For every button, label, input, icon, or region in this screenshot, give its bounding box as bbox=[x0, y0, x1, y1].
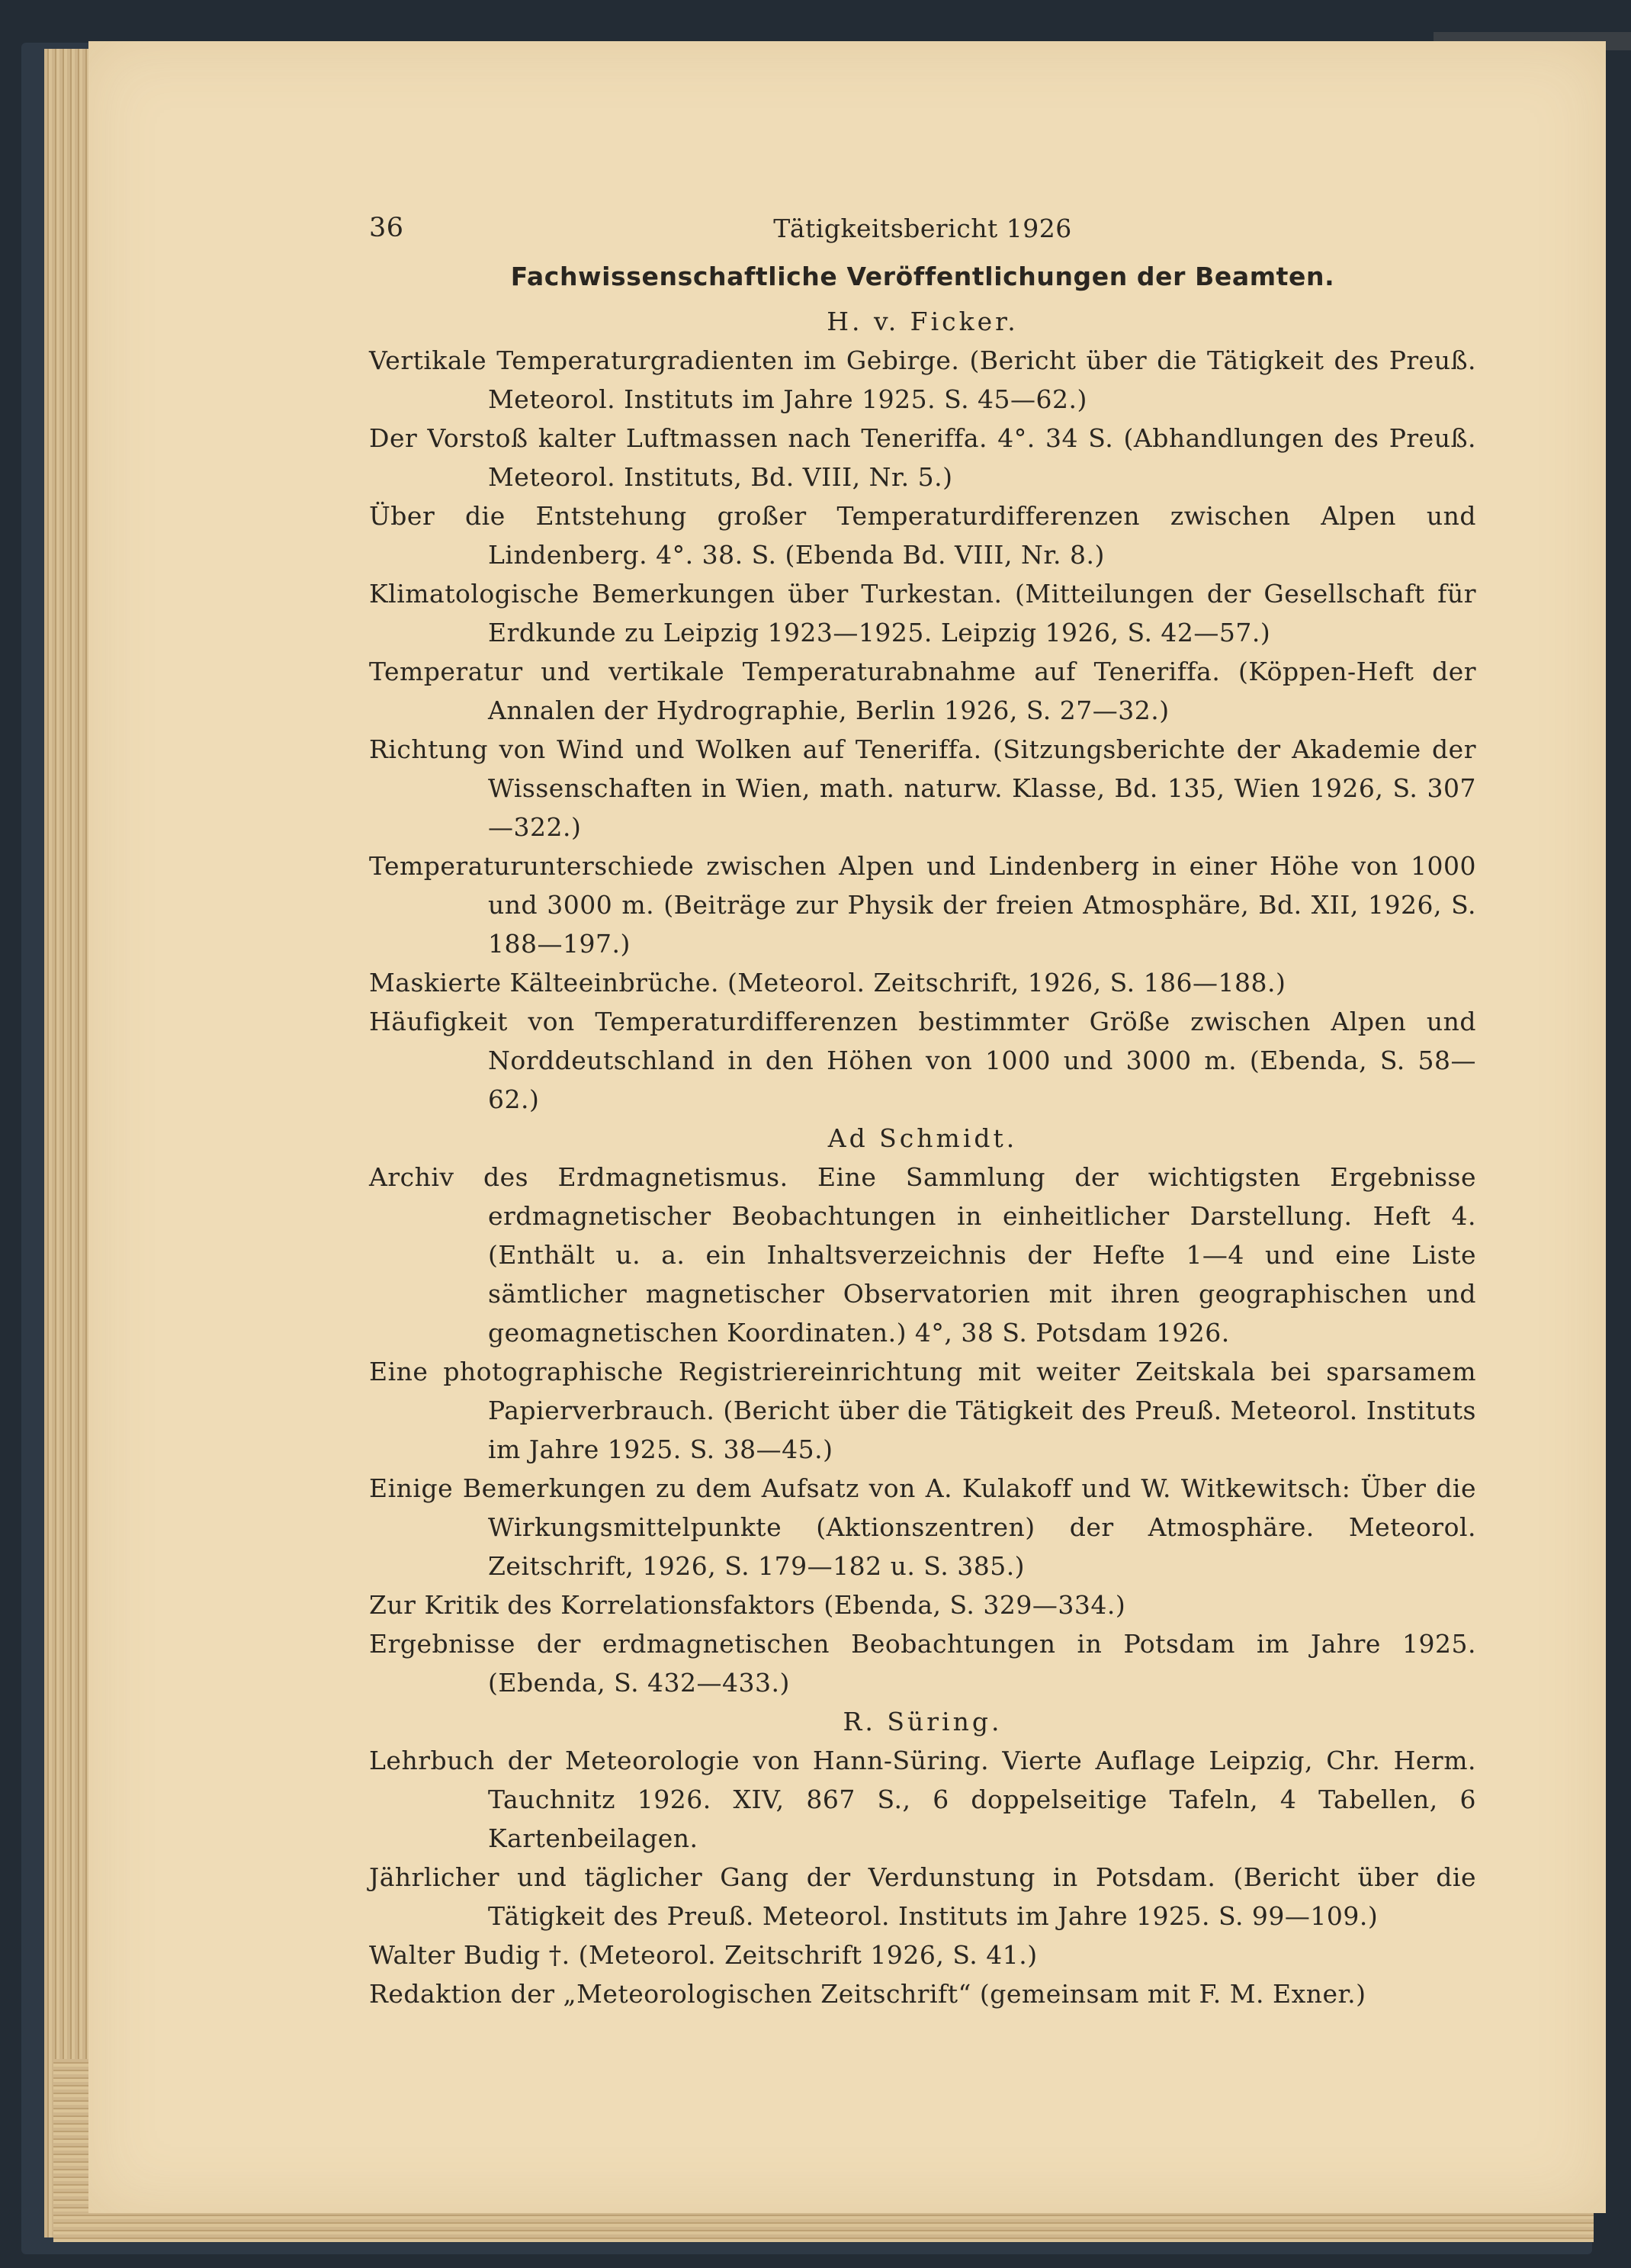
publication-entry: Einige Bemerkungen zu dem Aufsatz von A. Kulakoff und W. Witkewitsch: Über die Wirkungsmittelpunkte (Aktionszentren) der Atmosphäre. Meteorol. Zeitschrift, 1926, S. 179—182 u. S. 385.) bbox=[369, 1473, 1476, 1581]
publication-entry: Über die Entstehung großer Temperaturdifferenzen zwischen Alpen und Lindenberg. 4°. 38. S. (Ebenda Bd. VIII, Nr. 8.) bbox=[369, 501, 1476, 570]
publication-entry: Häufigkeit von Temperaturdifferenzen bestimmter Größe zwischen Alpen und Norddeutschland in den Höhen von 1000 und 3000 m. (Ebenda, S. 58—62.) bbox=[369, 1007, 1476, 1114]
section-title: Fachwissenschaftliche Veröffentlichungen der Beamten. bbox=[510, 262, 1335, 291]
publication-entry: Zur Kritik des Korrelationsfaktors (Ebenda, S. 329—334.) bbox=[369, 1590, 1126, 1620]
author-block-schmidt bbox=[369, 1119, 1476, 1702]
author-block-ficker bbox=[369, 302, 1476, 1119]
publication-entry: Eine photographische Registriereinrichtung mit weiter Zeitskala bei sparsamem Papierverbrauch. (Bericht über die Tätigkeit des Preuß. Meteorol. Instituts im Jahre 1925. S. 38—45.) bbox=[369, 1357, 1476, 1464]
author-name: Ad Schmidt. bbox=[827, 1123, 1018, 1153]
page-number: 36 bbox=[369, 213, 404, 243]
author-block-suering bbox=[369, 1702, 1476, 2013]
publication-entry: Jährlicher und täglicher Gang der Verdunstung in Potsdam. (Bericht über die Tätigkeit des Preuß. Meteorol. Instituts im Jahre 1925. S. 99—109.) bbox=[369, 1862, 1476, 1931]
publication-entry: Vertikale Temperaturgradienten im Gebirge. (Bericht über die Tätigkeit des Preuß. Meteorol. Instituts im Jahre 1925. S. 45—62.) bbox=[369, 345, 1476, 414]
publication-entry: Richtung von Wind und Wolken auf Teneriffa. (Sitzungsberichte der Akademie der Wissenschaften in Wien, math. naturw. Klasse, Bd. 135, Wien 1926, S. 307—322.) bbox=[369, 734, 1476, 842]
publication-entry: Klimatologische Bemerkungen über Turkestan. (Mitteilungen der Gesellschaft für Erdkunde zu Leipzig 1923—1925. Leipzig 1926, S. 42—57.) bbox=[369, 579, 1476, 647]
publication-entry: Temperatur und vertikale Temperaturabnahme auf Teneriffa. (Köppen-Heft der Annalen der Hydrographie, Berlin 1926, S. 27—32.) bbox=[369, 657, 1476, 725]
page-content bbox=[369, 209, 1476, 2013]
publication-entry: Redaktion der „Meteorologischen Zeitschrift“ (gemeinsam mit F. M. Exner.) bbox=[369, 1979, 1366, 2009]
page-edges bbox=[44, 49, 92, 2237]
publication-entry: Ergebnisse der erdmagnetischen Beobachtungen in Potsdam im Jahre 1925. (Ebenda, S. 432—433.) bbox=[369, 1629, 1476, 1698]
publication-entry: Der Vorstoß kalter Luftmassen nach Teneriffa. 4°. 34 S. (Abhandlungen des Preuß. Meteorol. Instituts, Bd. VIII, Nr. 5.) bbox=[369, 423, 1476, 492]
author-name: R. Süring. bbox=[843, 1707, 1003, 1736]
running-title: Tätigkeitsbericht 1926 bbox=[773, 214, 1072, 243]
author-name: H. v. Ficker. bbox=[827, 307, 1019, 336]
running-head bbox=[369, 209, 1476, 255]
publication-entry: Maskierte Kälteeinbrüche. (Meteorol. Zeitschrift, 1926, S. 186—188.) bbox=[369, 968, 1286, 997]
publication-entry: Walter Budig †. (Meteorol. Zeitschrift 1926, S. 41.) bbox=[369, 1940, 1038, 1970]
publication-entry: Temperaturunterschiede zwischen Alpen und Lindenberg in einer Höhe von 1000 und 3000 m. (Beiträge zur Physik der freien Atmosphäre, Bd. XII, 1926, S. 188—197.) bbox=[369, 851, 1476, 959]
publication-entry: Lehrbuch der Meteorologie von Hann-Süring. Vierte Auflage Leipzig, Chr. Herm. Tauchnitz 1926. XIV, 867 S., 6 doppelseitige Tafeln, 4 Tabellen, 6 Kartenbeilagen. bbox=[369, 1746, 1476, 1853]
publication-entry: Archiv des Erdmagnetismus. Eine Sammlung der wichtigsten Ergebnisse erdmagnetischer Beobachtungen in einheitlicher Darstellung. Heft 4. (Enthält u. a. ein Inhaltsverzeichnis der Hefte 1—4 und eine Liste sämtlicher magnetischer Observatorien mit ihren geographischen und geomagnetischen Koordinaten.) 4°, 38 S. Potsdam 1926. bbox=[369, 1162, 1476, 1348]
